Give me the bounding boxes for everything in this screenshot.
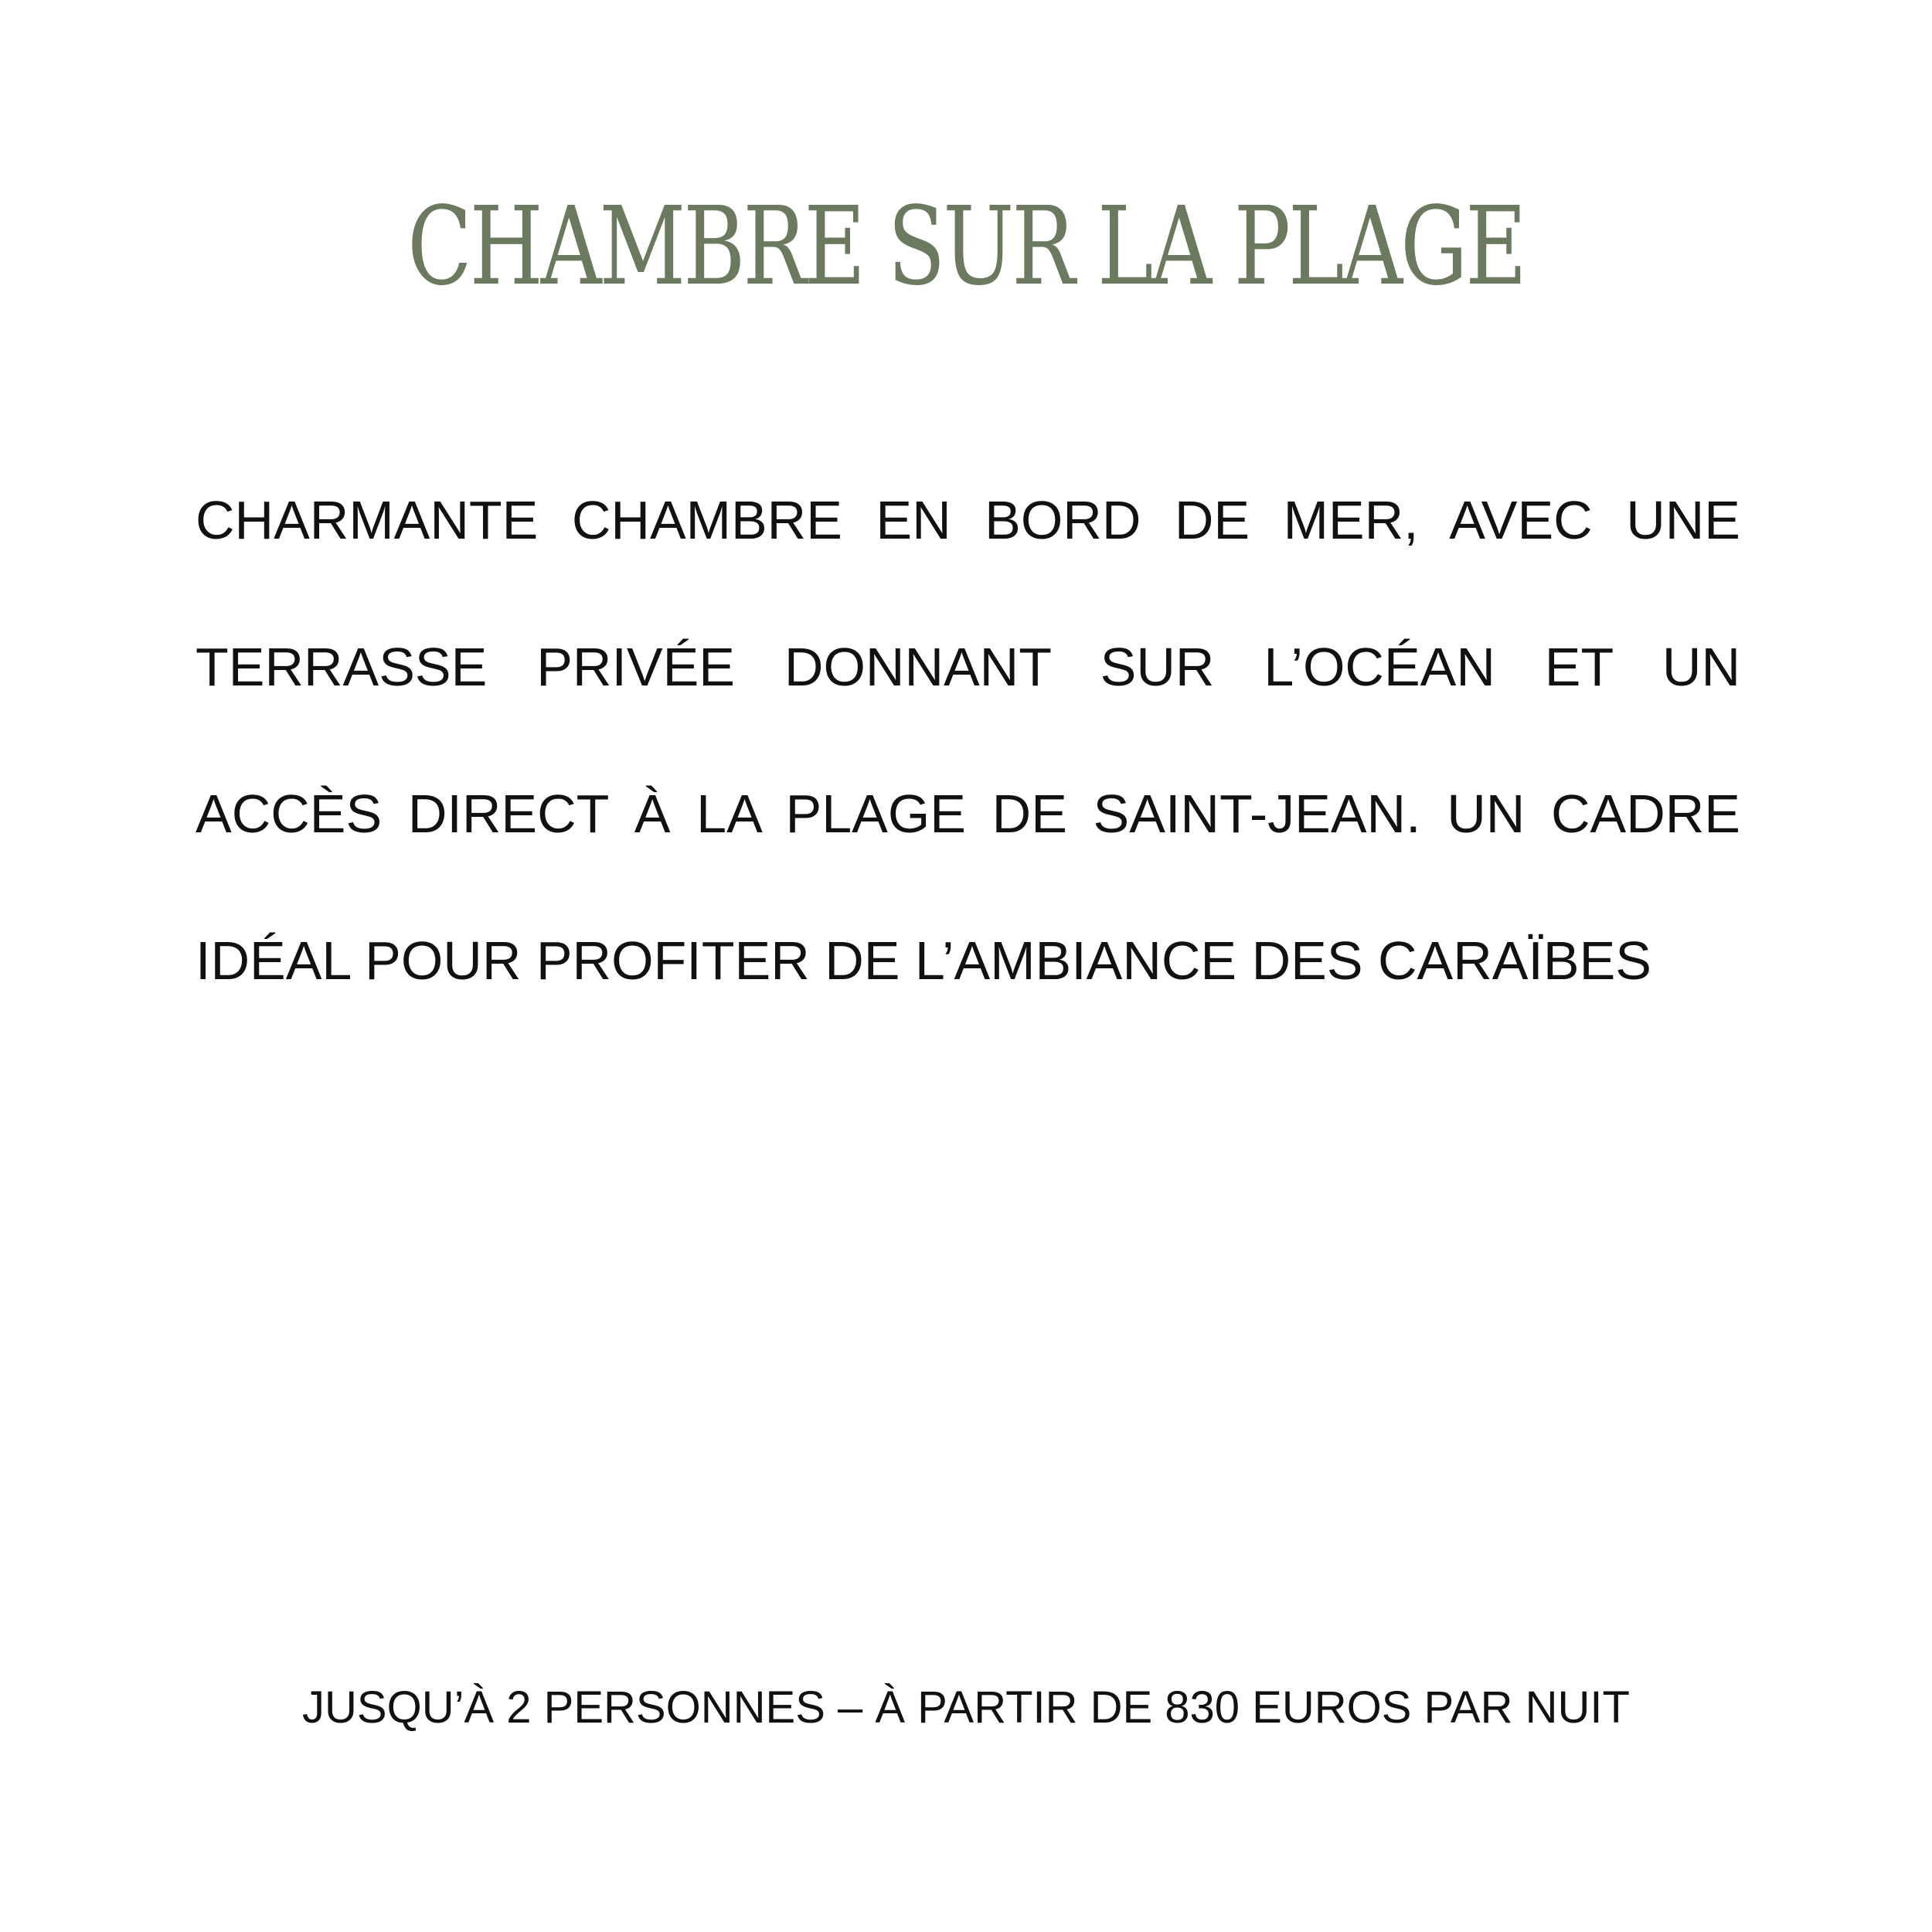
capacity-price-info: JUSQU’À 2 PERSONNES – À PARTIR DE 830 EUROS PAR NUIT	[302, 1682, 1630, 1733]
description	[196, 447, 1740, 1034]
description-line: TERRASSE PRIVÉE DONNANT SUR L’OCÉAN ET UN	[196, 637, 1740, 697]
description-line: ACCÈS DIRECT À LA PLAGE DE SAINT-JEAN. UN CADRE	[196, 784, 1740, 844]
page-title: CHAMBRE SUR LA PLAGE	[407, 184, 1525, 310]
description-line: CHARMANTE CHAMBRE EN BORD DE MER, AVEC UNE	[196, 490, 1740, 550]
description-line: IDÉAL POUR PROFITER DE L’AMBIANCE DES CARAÏBES	[196, 930, 1651, 991]
